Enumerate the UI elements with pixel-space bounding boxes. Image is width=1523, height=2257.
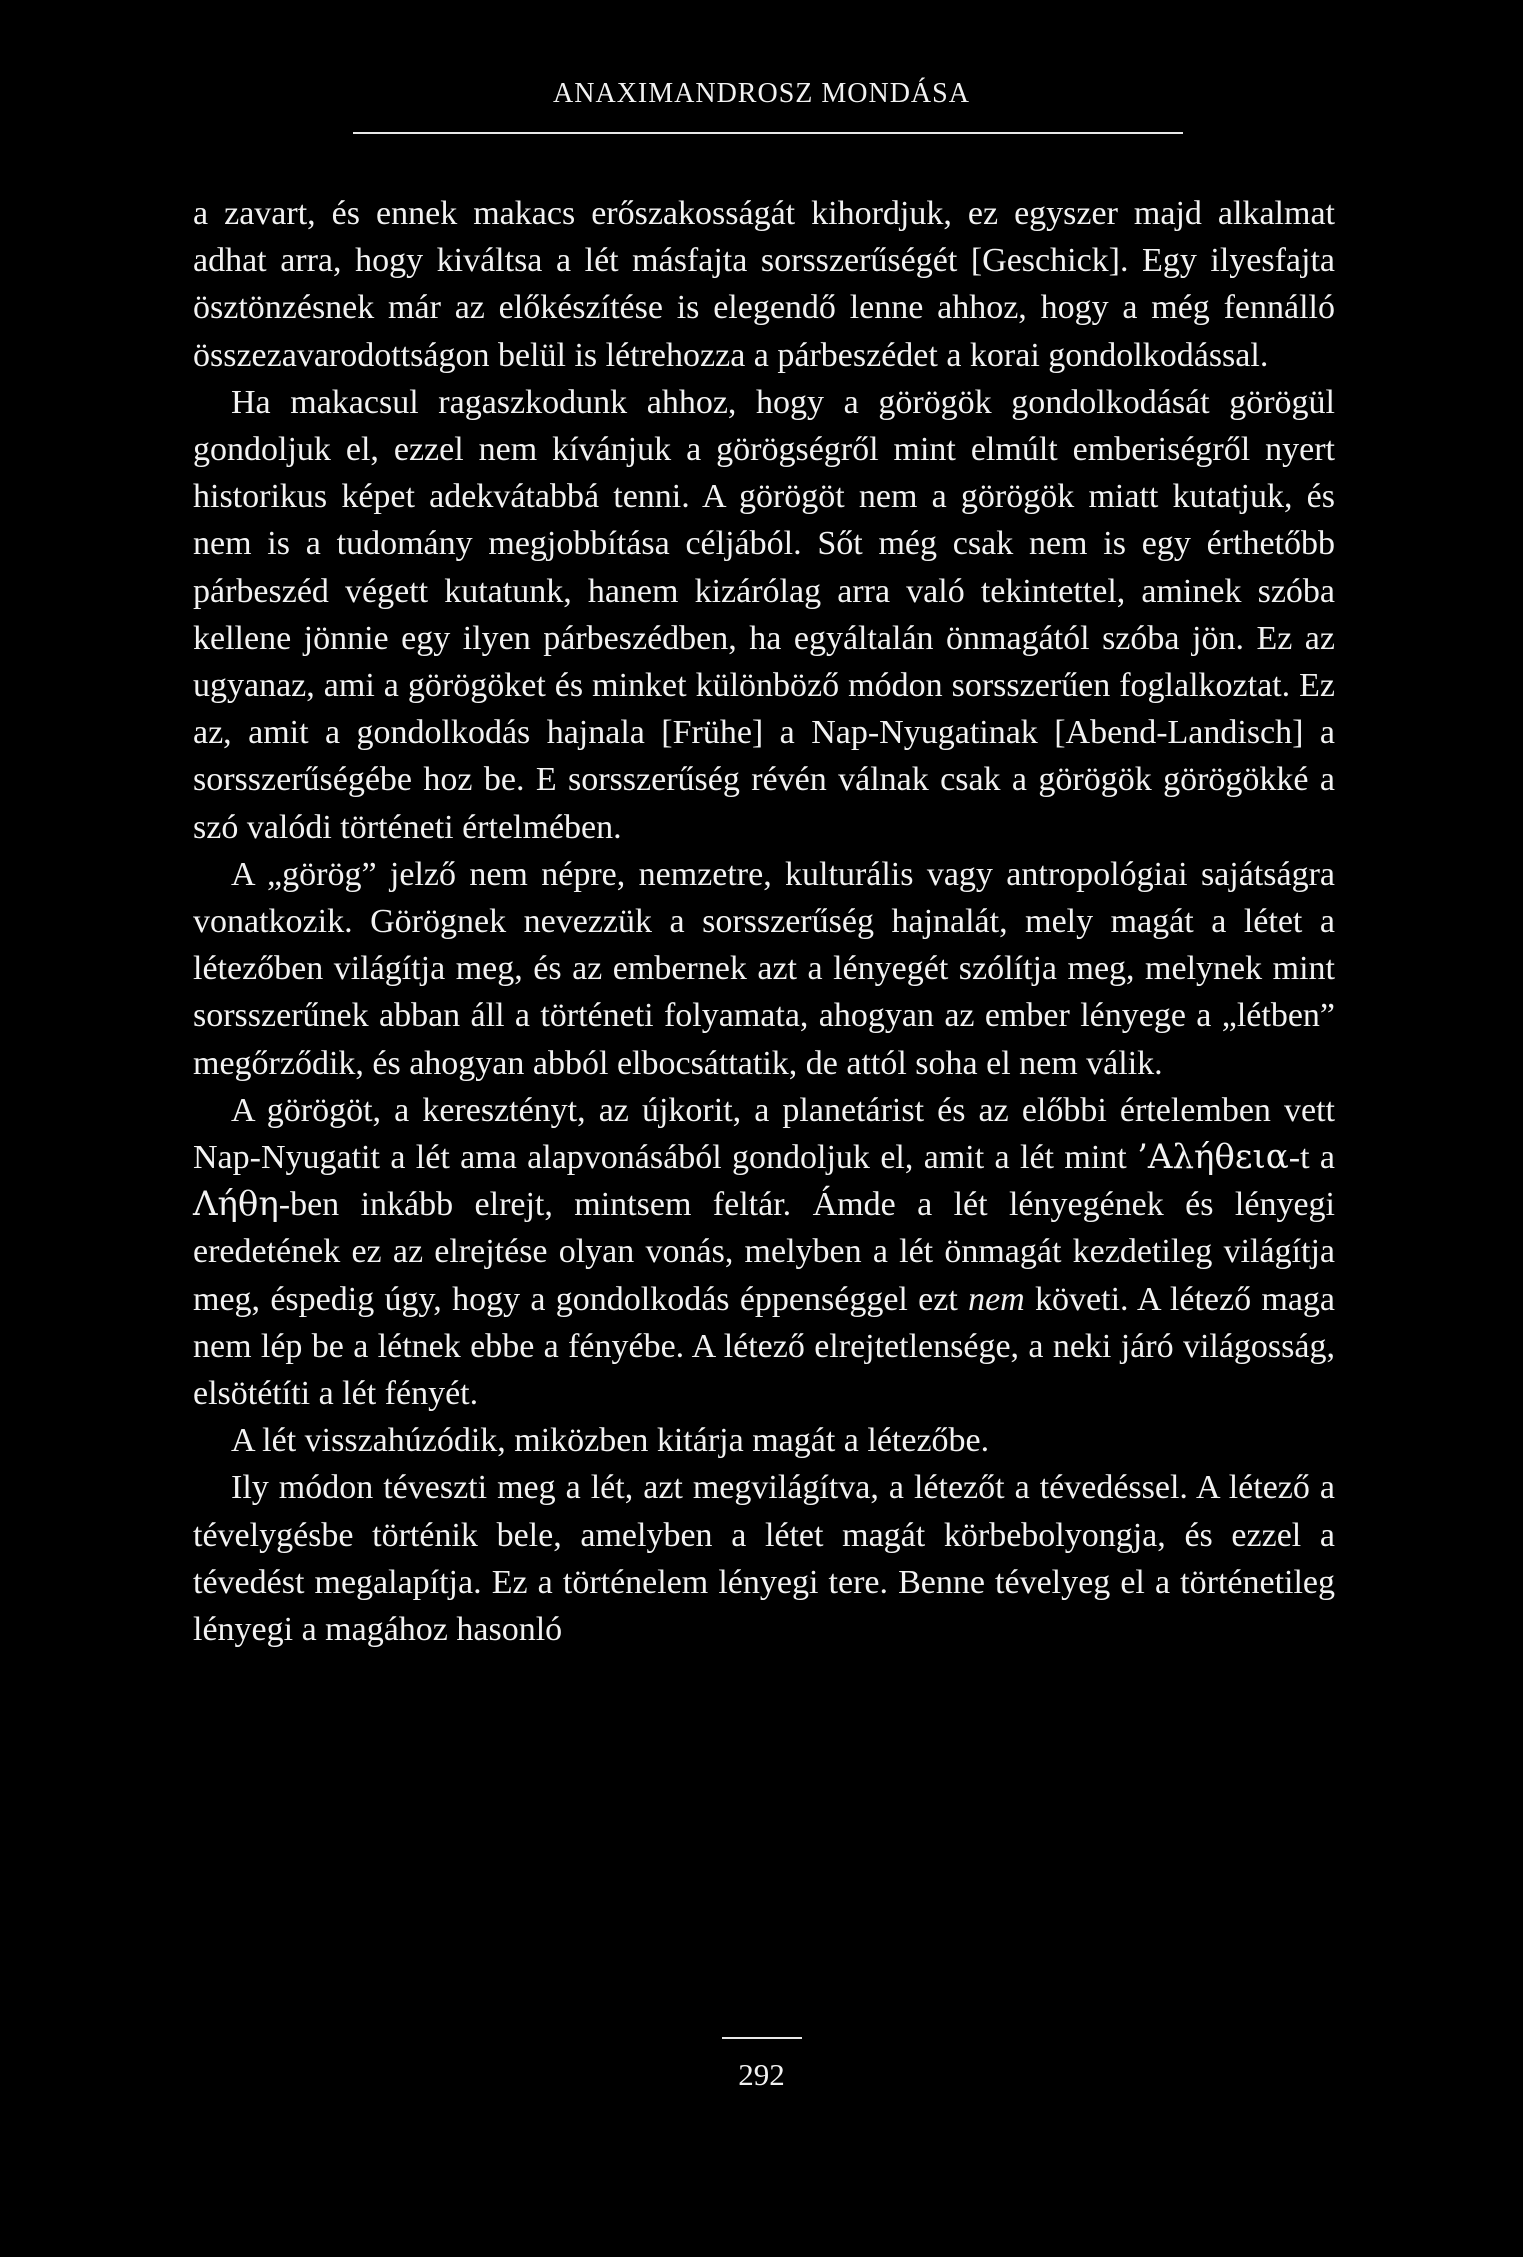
greek-term-aletheia: ’Αλήθεια: [1137, 1137, 1289, 1178]
running-header: ANAXIMANDROSZ MONDÁSA: [553, 78, 970, 109]
emphasis-word: nem: [968, 1280, 1025, 1318]
footer-divider: [722, 2037, 802, 2039]
paragraph-4-part-4: követi. A létező maga nem lép be a létnek ebbe a fényébe. A létező elrejtetlensége, a neki járó világosság, elsötétíti a lét fényét.: [193, 1280, 1336, 1413]
paragraph-2: Ha makacsul ragaszkodunk ahhoz, hogy a görögök gondolkodását görögül gondoljuk el, ezzel nem kívánjuk a görögségről mint elmúlt emberiségről nyert historikus képet adekvátabbá tenni. A görögöt nem a görögök miatt kutatjuk, és nem is a tudomány megjobbítása céljából. Sőt még csak nem is egy érthetőbb párbeszéd végett kutatunk, hanem kizárólag arra való tekintettel, aminek szóba kellene jönnie egy ilyen párbeszédben, ha egyáltalán önmagától szóba jön. Ez az ugyanaz, ami a görögöket és minket különböző módon sorsszerűen foglalkoztat. Ez az, amit a gondolkodás hajnala [Frühe] a Nap-Nyugatinak [Abend-Landisch] a sorsszerűségébe hoz be. E sorsszerűség révén válnak csak a görögök görögökké a szó valódi történeti értelmében.: [193, 383, 1335, 846]
page-number: 292: [738, 2057, 785, 2092]
paragraph-4-part-3: -ben inkább elrejt, mintsem feltár. Ámde a lét lényegének és lényegi eredetének ez az elrejtése olyan vonás, melyben a lét önmagát kezdetileg világítja meg, éspedig úgy, hogy a gondolkodás éppenséggel ezt: [193, 1186, 1335, 1318]
paragraph-4: [193, 1087, 1335, 1417]
header-divider: [353, 132, 1183, 134]
paragraph-4-part-1: A görögöt, a keresztényt, az újkorit, a planetárist és az előbbi értelemben vett Nap-Nyugatit a lét ama alapvonásából gondoljuk el, amit a lét mint: [193, 1091, 1335, 1177]
paragraph-3: A „görög” jelző nem népre, nemzetre, kulturális vagy antropológiai sajátságra vonatkozik. Görögnek nevezzük a sorsszerűség hajnalát, mely magát a létet a létezőben világítja meg, és az embernek azt a lényegét szólítja meg, melynek mint sorsszerűnek abban áll a történeti folyamata, ahogyan az ember lényege a „létben” megőrződik, és ahogyan abból elbocsáttatik, de attól soha el nem válik.: [193, 855, 1335, 1082]
page-body: [193, 190, 1335, 1653]
greek-term-lethe: Λήθη: [193, 1184, 279, 1225]
paragraph-6: Ily módon téveszti meg a lét, azt megvilágítva, a létezőt a tévedéssel. A létező a tévelygésbe történik bele, amelyben a létet magát körbebolyongja, és ezzel a tévedést megalapítja. Ez a történelem lényegi tere. Benne tévelyeg el a történetileg lényegi a magához hasonló: [193, 1469, 1335, 1649]
paragraph-1: a zavart, és ennek makacs erőszakosságát kihordjuk, ez egyszer majd alkalmat adhat arra, hogy kiváltsa a lét másfajta sorsszerűségét [Geschick]. Egy ilyesfajta ösztönzésnek már az előkészítése is elegendő lenne ahhoz, hogy a még fennálló összezavarodottságon belül is létrehozza a párbeszédet a korai gondolkodással.: [193, 195, 1335, 374]
paragraph-4-part-2: -t a: [1288, 1139, 1336, 1177]
paragraph-5: A lét visszahúzódik, miközben kitárja magát a létezőbe.: [231, 1422, 990, 1460]
